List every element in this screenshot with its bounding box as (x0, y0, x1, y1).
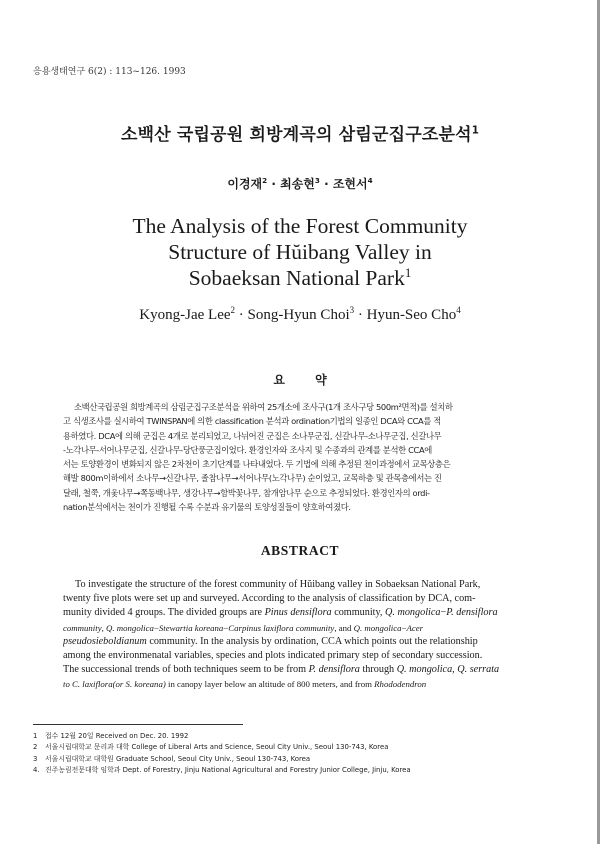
italic-species-name: to C. laxiflora(or S. koreana) (63, 679, 166, 690)
footnote-number: 3 (33, 754, 38, 763)
english-authors (0, 307, 600, 324)
abstract-text: − (440, 607, 447, 619)
italic-species-name: Rhododendron (374, 679, 427, 690)
italic-species-name: Q. mongolica, Q. serrata (396, 664, 500, 676)
english-author-1: Kyong-Jae Lee (139, 307, 231, 323)
abstract-text: − (153, 622, 159, 633)
abstract-text: The successional trends of both techniques seem to be from (63, 664, 309, 676)
abstract-text: community. In the analysis by ordination, CCA which points out the relationship (146, 635, 478, 647)
korean-abstract-line: 소백산국립공원 희방계곡의 삼림군집구조분석을 위하여 25개소에 조사구(1개 조사구당 500m²면적)를 설치하 (74, 402, 453, 412)
english-title-line-2: Structure of Hŭibang Valley in (168, 240, 432, 264)
footnote-number: 4. (33, 766, 40, 775)
english-author-1-mark: 2 (230, 305, 236, 315)
korean-author-1: 이경재 (227, 177, 263, 191)
korean-title-footnote-mark: 1 (471, 125, 480, 137)
english-abstract-line (63, 578, 553, 592)
korean-author-1-mark: 2 (262, 176, 268, 185)
korean-abstract-line: -노각나무-서어나무군집, 신갈나무-당단풍군집이었다. 환경인자와 조사지 및 수종과의 관계를 분석한 CCA에 (63, 444, 432, 455)
abstract-text: To investigate the structure of the forest community of Hŭibang valley in Sobaeksan National Park, (75, 579, 481, 590)
footnote-number: 2 (33, 743, 38, 752)
author-separator: · (235, 307, 248, 323)
italic-species-name: Q. mongolica (353, 622, 402, 633)
korean-author-3: 조현서 (332, 177, 368, 191)
english-author-3-mark: 4 (456, 305, 461, 315)
english-abstract-line (63, 621, 553, 635)
abstract-heading: ABSTRACT (260, 543, 340, 558)
korean-abstract-line: 해발 800m이하에서 소나무→신갈나무, 졸참나무→서어나무(노각나무) 순이었고, 교목하층 및 관목층에서는 진 (63, 473, 442, 484)
italic-species-name: pseudosieboldianum (63, 635, 147, 647)
korean-abstract-line: 서는 토양환경이 변화되지 않은 2차천이 초기단계를 나타내었다. 두 기법에 의해 추정된 천이과정에서 교목상층은 (63, 459, 451, 470)
abstract-text: − (401, 622, 407, 633)
korean-authors (0, 175, 600, 192)
english-abstract-line (63, 677, 553, 691)
english-abstract-line (63, 606, 553, 620)
footnote-2 (33, 742, 563, 753)
korean-abstract-line: 달래, 철쭉, 개옻나무→쪽동백나무, 생강나무→함박꽃나무, 참개암나무 순으로 추정되었다. 환경인자의 ordi- (63, 487, 430, 498)
author-separator: · (319, 177, 333, 191)
english-title (0, 213, 600, 291)
korean-abstract-heading: 요 약 (273, 373, 327, 387)
korean-abstract-line: nation분석에서는 천이가 진행될 수록 수분과 유기물의 토양성질들이 양호하여졌다. (63, 502, 351, 513)
abstract-text: munity divided 4 groups. The divided groups are (63, 607, 265, 619)
footnote-number: 1 (33, 732, 38, 740)
author-separator: · (354, 307, 367, 323)
english-abstract-line (63, 635, 553, 649)
english-abstract-line (63, 649, 553, 663)
footnote-1 (33, 731, 563, 742)
footnote-text: 진주농림전문대학 임학과 Dept. of Forestry, Jinju National Agricultural and Forestry Junior College, Jinju, Korea (45, 766, 411, 775)
korean-title-text: 소백산 국립공원 희방계곡의 삼림군집구조분석 (120, 125, 472, 145)
author-separator: · (267, 177, 281, 191)
english-title-line-3 (0, 265, 600, 291)
italic-species-name: Carpinus laxiflora community (228, 622, 335, 633)
english-abstract-line (63, 663, 553, 677)
korean-author-3-mark: 4 (367, 176, 373, 185)
abstract-text: − (223, 622, 229, 633)
footnotes (33, 731, 563, 777)
korean-author-2-mark: 3 (314, 176, 320, 185)
abstract-text: community, (331, 607, 386, 619)
english-abstract-line (63, 592, 553, 606)
english-author-3: Hyun-Seo Cho (366, 307, 457, 323)
english-abstract (63, 578, 553, 692)
abstract-text: in canopy layer below an altitude of 800 meters, and from (165, 679, 375, 690)
footnote-3 (33, 754, 563, 765)
footnote-text: 접수 12월 20일 Received on Dec. 20. 1992 (45, 732, 189, 740)
korean-author-2: 최송현 (280, 177, 315, 191)
korean-abstract-line: 고 식생조사를 실시하여 TWINSPAN에 의한 classification 분석과 ordination기법의 일종인 DCA와 CCA를 적 (63, 416, 441, 427)
italic-species-name: community (63, 622, 102, 633)
abstract-text: , (101, 622, 107, 633)
korean-abstract-line: 용하였다. DCA에 의해 군집은 4개로 분리되었고, 나뉘어진 군집은 소나무군집, 신갈나무-소나무군집, 신갈나무 (63, 430, 442, 441)
italic-species-name: P. densiflora (308, 664, 360, 676)
abstract-text: , and (334, 622, 354, 633)
italic-species-name: P. densiflora (446, 607, 498, 619)
italic-species-name: Q. mongolica (385, 607, 441, 619)
english-title-footnote-mark: 1 (404, 265, 412, 280)
journal-header: 응용생태연구 6(2) : 113~126. 1993 (33, 67, 186, 77)
english-title-line-3-text: Sobaeksan National Park (188, 266, 405, 290)
korean-title (0, 120, 600, 145)
english-author-2: Song-Hyun Choi (247, 307, 350, 323)
footnote-4 (33, 765, 563, 776)
abstract-text: through (359, 664, 397, 676)
abstract-text: among the environmenatal variables, species and plots indicated primary step of secondary succession. (63, 650, 483, 662)
italic-species-name: Q. mongolica (106, 622, 154, 633)
italic-species-name: Acer (406, 622, 424, 633)
italic-species-name: Stewartia koreana (158, 622, 224, 633)
footnote-text: 서울시립대학교 문리과 대학 College of Liberal Arts and Science, Seoul City Univ., Seoul 130-743, Korea (45, 743, 389, 752)
english-title-line-1: The Analysis of the Forest Community (132, 214, 468, 238)
footnote-text: 서울시립대학교 대학원 Graduate School, Seoul City Univ., Seoul 130-743, Korea (45, 754, 311, 763)
abstract-text: twenty five plots were set up and surveyed. According to the analysis of classification by DCA, com- (63, 593, 476, 605)
footnote-rule (33, 724, 243, 725)
english-author-2-mark: 3 (349, 305, 355, 315)
korean-abstract (63, 400, 548, 514)
italic-species-name: Pinus densiflora (264, 607, 332, 619)
